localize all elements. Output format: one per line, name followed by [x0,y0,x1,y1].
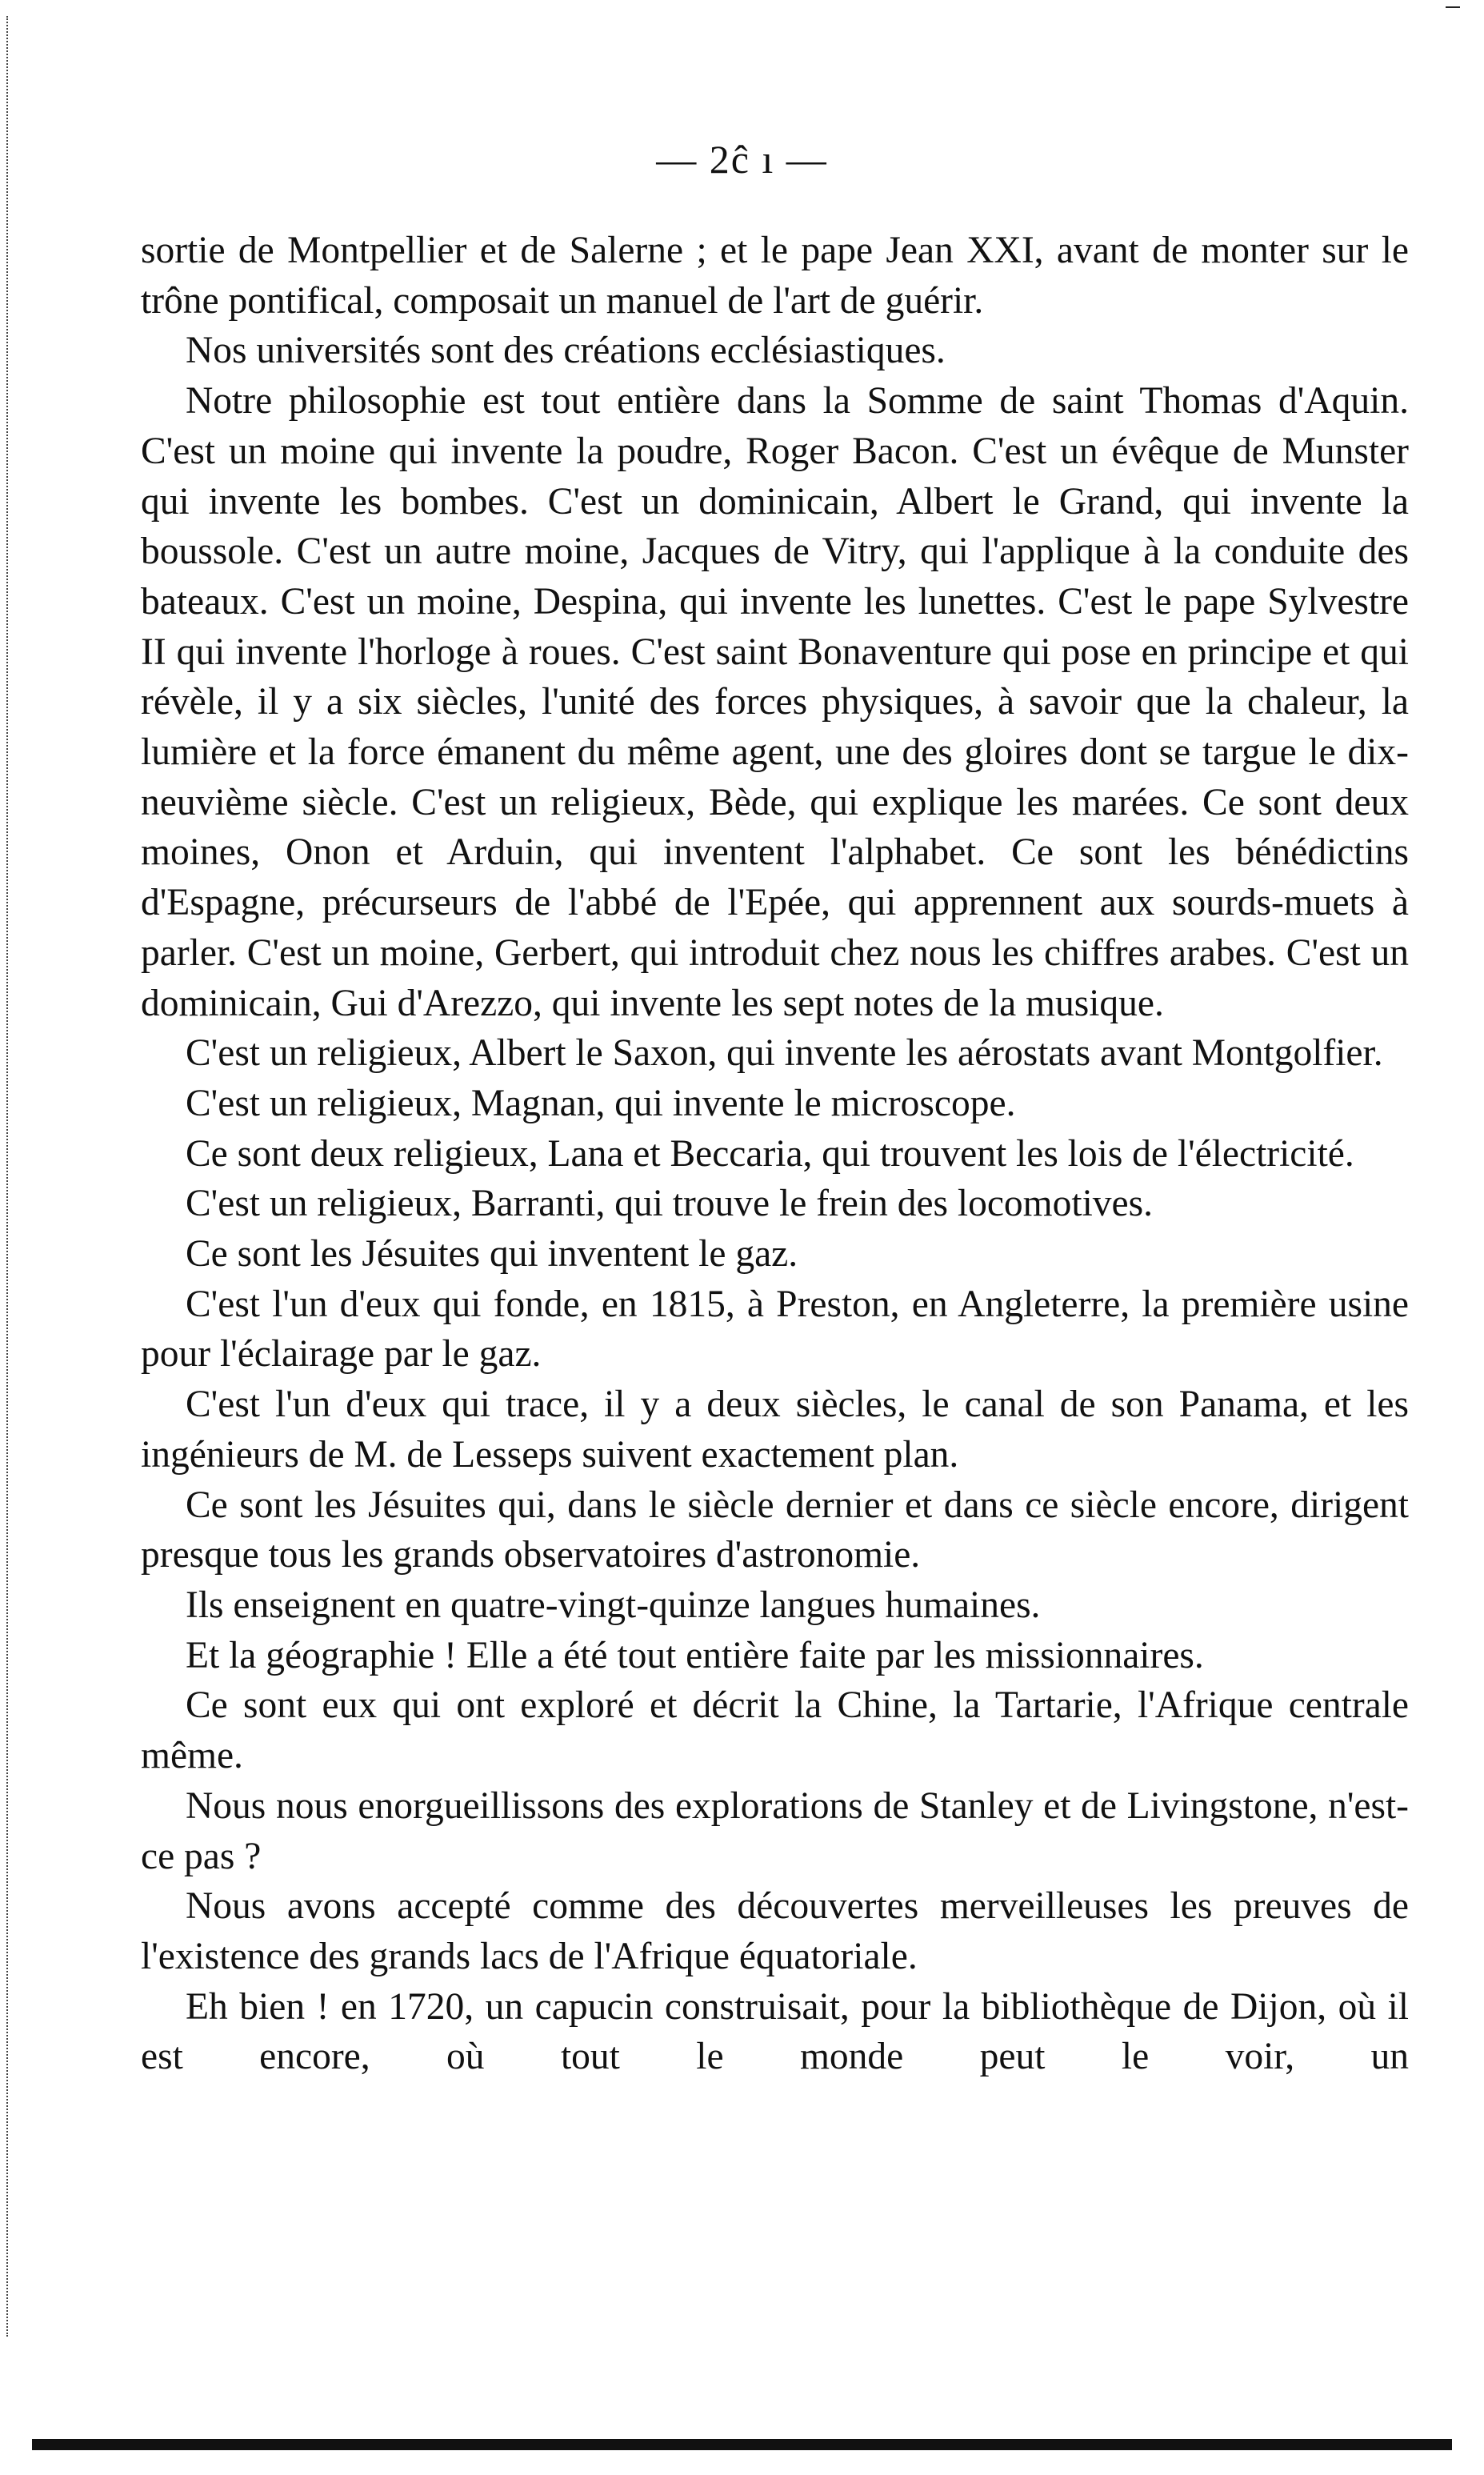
paragraph: Nous nous enorgueillissons des explorations de Stanley et de Livingstone, n'est-ce pas ? [141,1784,1409,1877]
paragraph: C'est l'un d'eux qui trace, il y a deux siècles, le canal de son Panama, et les ingénieurs de M. de Lesseps suivent exactement plan. [141,1384,1409,1476]
corner-mark [1446,6,1460,8]
paragraph: sortie de Montpellier et de Salerne ; et le pape Jean XXI, avant de monter sur le trône pontifical, composait un manuel de l'art de guérir. [141,230,1409,322]
paragraph: Et la géographie ! Elle a été tout entière faite par les missionnaires. [186,1634,1204,1676]
page-number: — 2ĉ ı — [656,137,828,182]
body-text [141,226,1409,2082]
paragraph: Nous avons accepté comme des découvertes merveilleuses les preuves de l'existence des grands lacs de l'Afrique équatoriale. [141,1885,1409,1977]
paragraph: Ce sont les Jésuites qui inventent le gaz. [186,1233,798,1276]
paragraph: Ce sont les Jésuites qui, dans le siècle dernier et dans ce siècle encore, dirigent presque tous les grands observatoires d'astronomie. [141,1484,1409,1576]
paragraph: Notre philosophie est tout entière dans la Somme de saint Thomas d'Aquin. C'est un moine qui invente la poudre, Roger Bacon. C'est un évêque de Munster qui invente les bombes. C'est un dominicain, Albert le Grand, qui invente la boussole. C'est un autre moine, Jacques de Vitry, qui l'applique à la conduite des bateaux. C'est un moine, Despina, qui invente les lunettes. C'est le pape Sylvestre II qui invente l'horloge à roues. C'est saint Bonaventure qui pose en principe et qui révèle, il y a six siècles, l'unité des forces physiques, à savoir que la chaleur, la lumière et la force émanent du même agent, une des gloires dont se targue le dix-neuvième siècle. C'est un religieux, Bède, qui explique les marées. Ce sont deux moines, Onon et Arduin, qui inventent l'alphabet. Ce sont les bénédictins d'Espagne, précurseurs de l'abbé de l'Epée, qui apprennent aux sourds-muets à parler. C'est un moine, Gerbert, qui introduit chez nous les chiffres arabes. C'est un dominicain, Gui d'Arezzo, qui invente les sept notes de la musique. [141,380,1409,1024]
paragraph: Ce sont eux qui ont exploré et décrit la Chine, la Tartarie, l'Afrique centrale même. [141,1684,1409,1777]
paragraph: Eh bien ! en 1720, un capucin construisait, pour la bibliothèque de Dijon, où il est encore, où tout le monde peut le voir, un [141,1985,1409,2078]
paragraph: Ils enseignent en quatre-vingt-quinze langues humaines. [186,1584,1041,1626]
bottom-rule [32,2439,1452,2450]
binding-margin [6,16,13,2337]
paragraph: Ce sont deux religieux, Lana et Beccaria, qui trouvent les lois de l'électricité. [186,1132,1354,1175]
paragraph: C'est un religieux, Barranti, qui trouve le frein des locomotives. [186,1183,1153,1225]
paragraph: C'est un religieux, Magnan, qui invente le microscope. [186,1082,1016,1124]
paragraph: Nos universités sont des créations ecclésiastiques. [186,330,946,372]
paragraph: C'est l'un d'eux qui fonde, en 1815, à Preston, en Angleterre, la première usine pour l'éclairage par le gaz. [141,1283,1409,1376]
paragraph: C'est un religieux, Albert le Saxon, qui invente les aérostats avant Montgolfier. [186,1032,1383,1075]
